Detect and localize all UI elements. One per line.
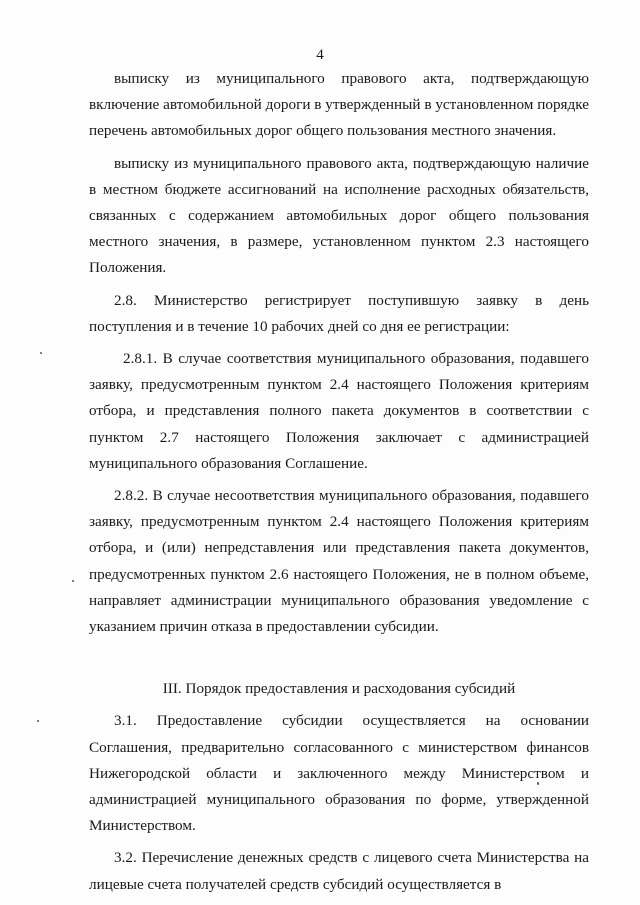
scan-speck [537,782,539,785]
paragraph-extract-road-list: выписку из муниципального правового акта, подтверждающую включение автомобильной дороги в утвержденный в установленном порядке перечень автомобильных дорог общего пользования местного значения. [89,70,589,140]
document-body [89,66,589,898]
page-number: 4 [316,47,324,63]
paragraph-2-8-2-refusal: 2.8.2. В случае несоответствия муниципального образования, подавшего заявку, предусмотренным пунктом 2.4 настоящего Положения критериям отбора, и (или) непредставления или представления пакета документов, предусмотренных пунктом 2.6 настоящего Положения, не в полном объеме, направляет администрации муниципального образования уведомление с указанием причин отказа в предоставлении субсидии. [89,487,589,636]
section-heading-iii: III. Порядок предоставления и расходования субсидий [162,680,516,698]
paragraph-3-2-transfer: 3.2. Перечисление денежных средств с лицевого счета Министерства на лицевые счета получателей средств субсидий осуществляется в [89,849,589,893]
scan-speck [72,580,74,582]
paragraph-2-8-1-agreement: 2.8.1. В случае соответствия муниципального образования, подавшего заявку, предусмотренным пунктом 2.4 настоящего Положения критериям отбора, и представления полного пакета документов в соответствии с пунктом 2.7 настоящего Положения заключает с администрацией муниципального образования Соглашение. [89,350,589,472]
scan-speck [40,352,42,354]
paragraph-2-8-registration: 2.8. Министерство регистрирует поступившую заявку в день поступления и в течение 10 рабочих дней со дня ее регистрации: [89,291,589,335]
paragraph-3-1-provision: 3.1. Предоставление субсидии осуществляется на основании Соглашения, предварительно согласованного с министерством финансов Нижегородской области и заключенного между Министерством и администрацией муниципального образования по форме, утвержденной Министерством. [89,712,589,835]
scan-speck [37,720,39,722]
paragraph-extract-budget: выписку из муниципального правового акта, подтверждающую наличие в местном бюджете ассигнований на исполнение расходных обязательств, связанных с содержанием автомобильных дорог общего пользования местного значения, в размере, установленном пунктом 2.3 настоящего Положения. [89,154,589,277]
